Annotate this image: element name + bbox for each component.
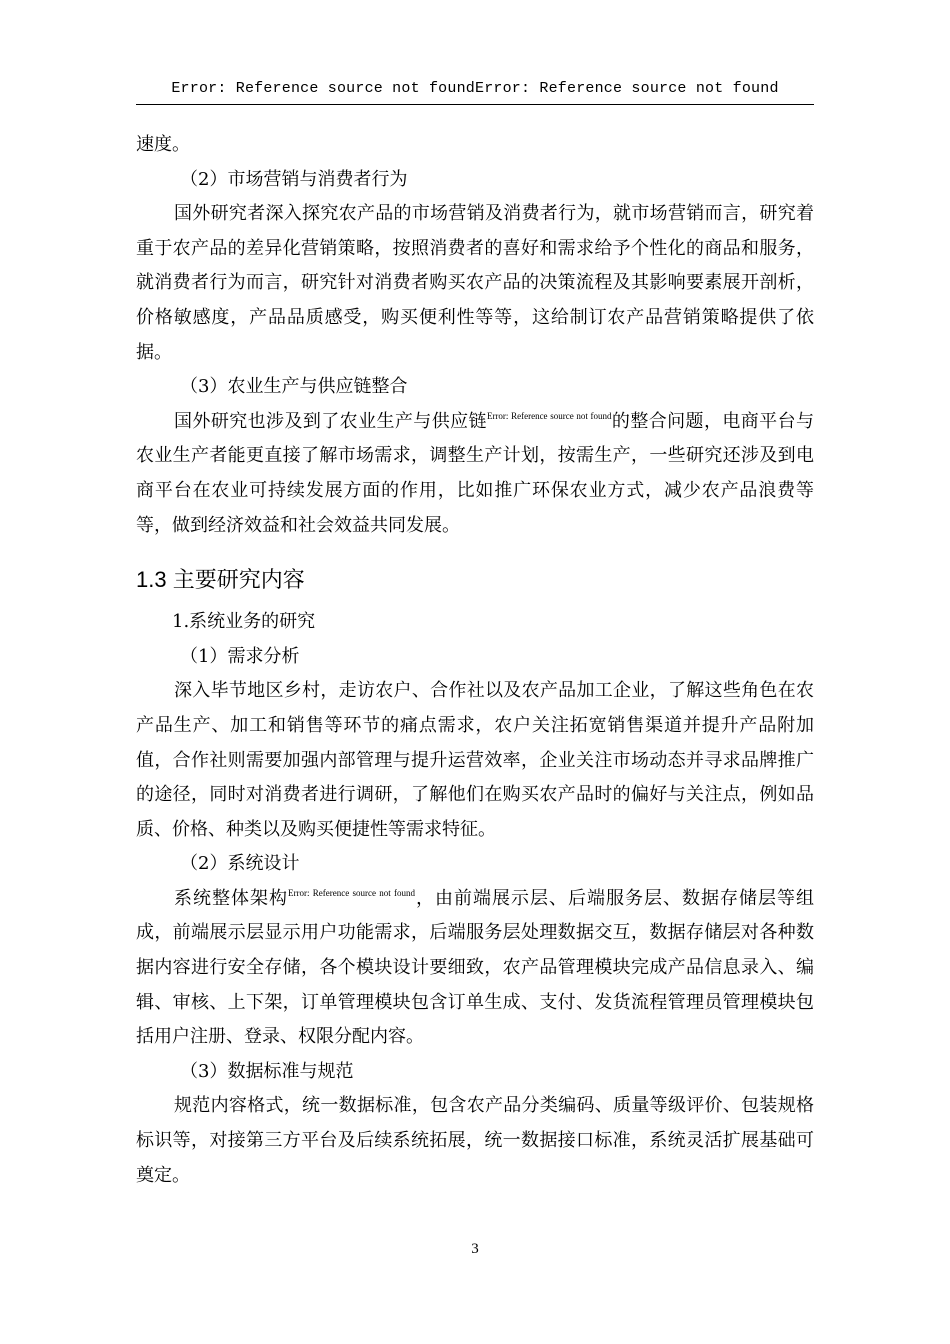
document-body [136, 128, 814, 1193]
paragraph-system-design-part1: 系统整体架构 [174, 887, 289, 909]
paragraph-demand-analysis: 深入毕节地区乡村，走访农户、合作社以及农产品加工企业，了解这些角色在农产品生产、加工和销售等环节的痛点需求，农户关注拓宽销售渠道并提升产品附加值，合作社则需要加强内部管理与提升运营效率，企业关注市场动态并寻求品牌推广的途径，同时对消费者进行调研，了解他们在购买农产品时的偏好与关注点，例如品质、价格、种类以及购买便捷性等需求特征。 [136, 680, 814, 840]
subheading-demand-analysis: （1）需求分析 [180, 645, 300, 667]
reference-error-note: Error: Reference source not found [288, 887, 415, 898]
paragraph-continuation: 速度。 [136, 134, 190, 155]
subheading-market-marketing: （2）市场营销与消费者行为 [180, 168, 408, 190]
subheading-system-design: （2）系统设计 [180, 853, 300, 875]
subheading-data-standard: （3）数据标准与规范 [180, 1060, 354, 1082]
paragraph-supply-chain-part2: 的整合问题，电商平台与农业生产者能更直接了解市场需求，调整生产计划，按需生产，一些研究还涉及到电商平台在农业可持续发展方面的作用，比如推广环保农业方式，减少农产品浪费等等，做到经济效益和社会效益共同发展。 [136, 410, 814, 536]
paragraph-supply-chain [136, 405, 814, 543]
section-title: 1.3 主要研究内容 [136, 567, 305, 593]
list-item-system-business: 1.系统业务的研究 [172, 611, 316, 633]
paragraph-supply-chain-part1: 国外研究也涉及到了农业生产与供应链 [174, 410, 487, 432]
paragraph-system-design-part2: ，由前端展示层、后端服务层、数据存储层等组成，前端展示层显示用户功能需求，后端服务层处理数据交互，数据存储层对各种数据内容进行安全存储，各个模块设计要细致，农产品管理模块完成产品信息录入、编辑、审核、上下架，订单管理模块包含订单生成、支付、发货流程管理员管理模块包括用户注册、登录、权限分配内容。 [136, 887, 814, 1048]
reference-error-note: Error: Reference source not found [486, 410, 612, 421]
paragraph-system-design [136, 882, 814, 1055]
page-number: 3 [471, 1241, 479, 1257]
paragraph-data-standard: 规范内容格式，统一数据标准，包含农产品分类编码、质量等级评价、包装规格标识等，对接第三方平台及后续系统拓展，统一数据接口标准，系统灵活扩展基础可奠定。 [136, 1095, 814, 1186]
header-rule [136, 104, 814, 105]
paragraph-market-marketing: 国外研究者深入探究农产品的市场营销及消费者行为，就市场营销而言，研究着重于农产品的差异化营销策略，按照消费者的喜好和需求给予个性化的商品和服务，就消费者行为而言，研究针对消费者购买农产品的决策流程及其影响要素展开剖析，价格敏感度，产品品质感受，购买便利性等等，这给制订农产品营销策略提供了依据。 [136, 203, 814, 363]
subheading-supply-chain: （3）农业生产与供应链整合 [180, 376, 408, 398]
page-header: Error: Reference source not foundError: Reference source not found [171, 80, 779, 97]
